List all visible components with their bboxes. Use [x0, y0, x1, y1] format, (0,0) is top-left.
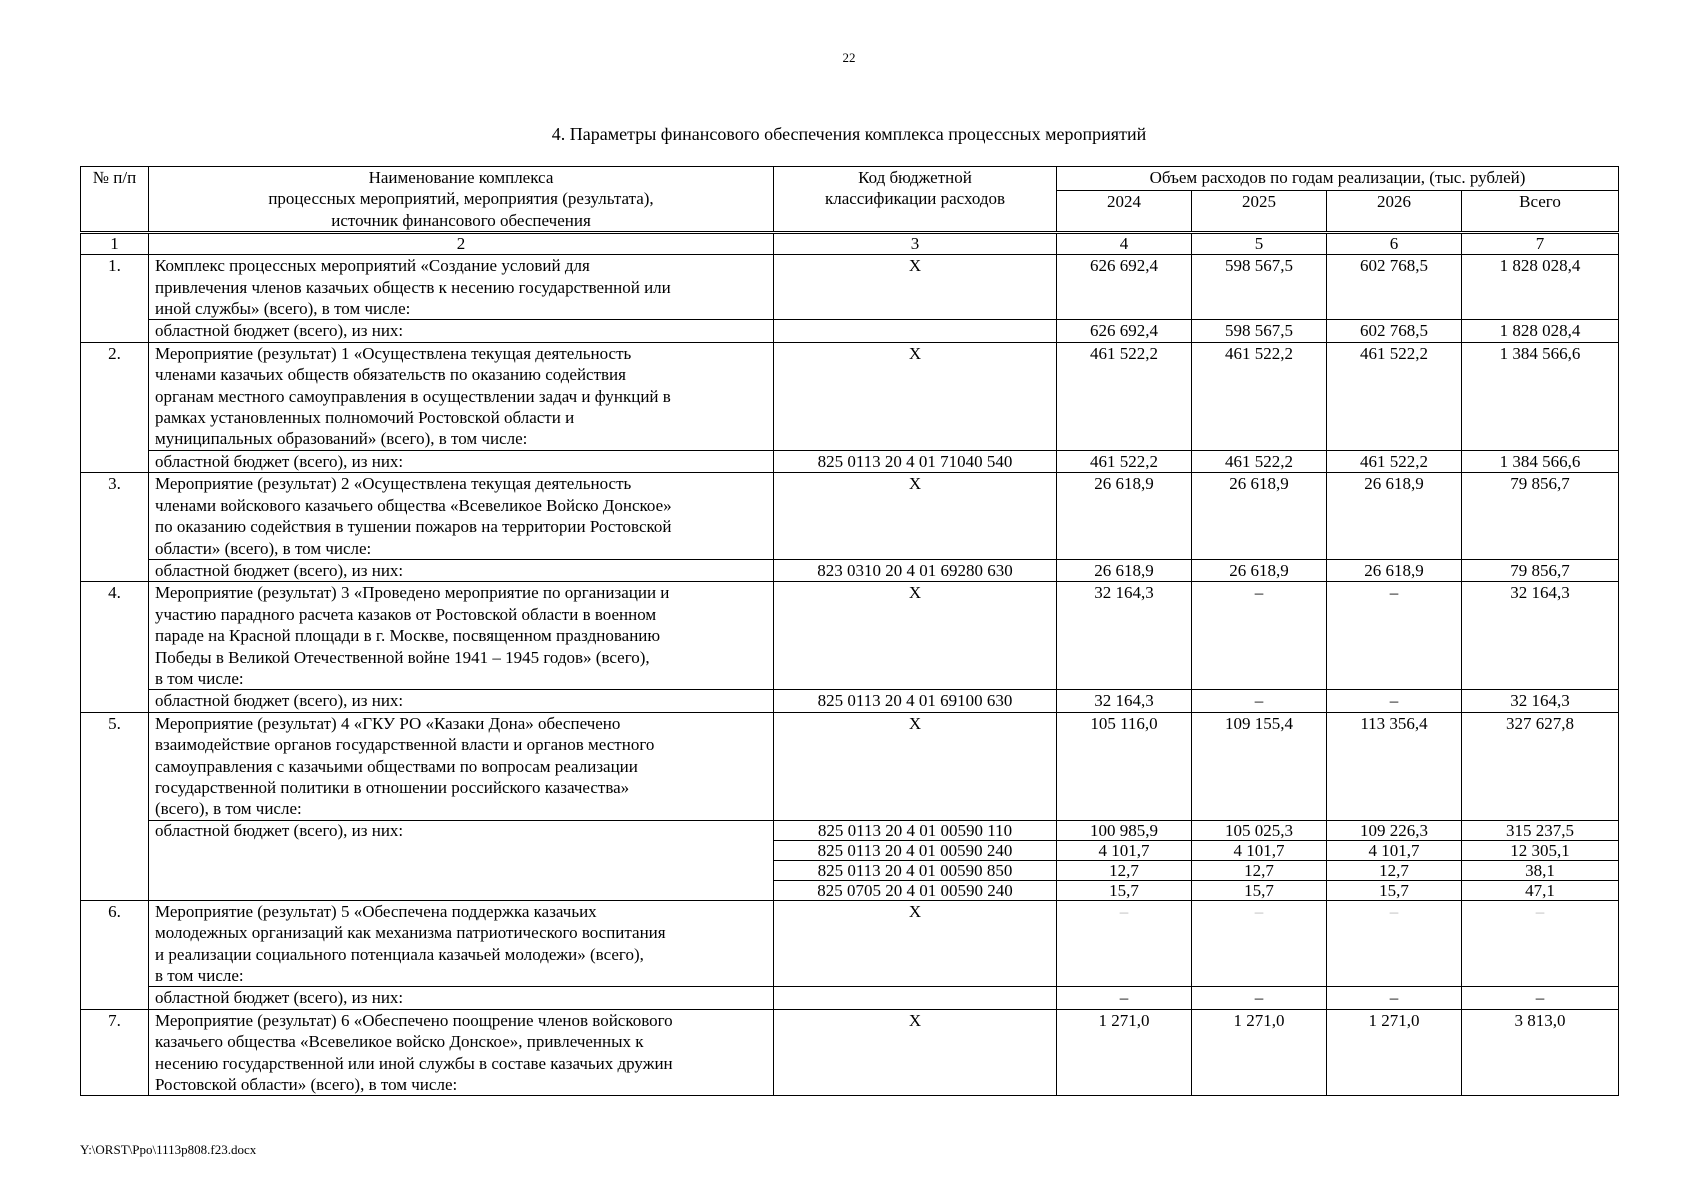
subrow-value: – — [1192, 690, 1327, 712]
subrow-value: 100 985,9 — [1057, 820, 1192, 840]
subrow-value: 461 522,2 — [1327, 450, 1462, 472]
subrow-code: 825 0113 20 4 01 00590 110 — [774, 820, 1057, 840]
row-code: Х — [774, 1009, 1057, 1096]
subrow-value: 4 101,7 — [1057, 840, 1192, 860]
row-value: 26 618,9 — [1192, 473, 1327, 560]
row-code: Х — [774, 342, 1057, 450]
row-code: Х — [774, 473, 1057, 560]
row-name-line: несению государственной или иной службы в составе казачьих дружин — [155, 1053, 673, 1073]
subrow-value: 602 768,5 — [1327, 320, 1462, 342]
row-name-line: в том числе: — [155, 966, 244, 985]
col-index: 7 — [1462, 233, 1619, 255]
row-value: 79 856,7 — [1462, 473, 1619, 560]
row-value: – — [1192, 900, 1327, 987]
row-value: 461 522,2 — [1057, 342, 1192, 450]
row-name-line: привлечения членов казачьих обществ к несению государственной или — [155, 277, 671, 297]
header-row-1 — [81, 167, 1619, 191]
row-value: 105 116,0 — [1057, 712, 1192, 820]
table-row — [81, 473, 1619, 560]
row-name-line: взаимодействие органов государственной власти и органов местного — [155, 735, 655, 755]
row-name-line: членами войскового казачьего общества «Всевеликое Войско Донское» — [155, 495, 672, 515]
subrow-value: 4 101,7 — [1327, 840, 1462, 860]
document-title: 4. Параметры финансового обеспечения комплекса процессных мероприятий — [551, 124, 1147, 144]
subrow-code: 825 0113 20 4 01 69100 630 — [774, 690, 1057, 712]
subrow-name: областной бюджет (всего), из них: — [149, 820, 774, 900]
row-name-line: Ростовской области» (всего), в том числе: — [155, 1075, 458, 1095]
subrow-name: областной бюджет (всего), из них: — [149, 450, 774, 472]
row-value: 1 271,0 — [1192, 1009, 1327, 1096]
subrow-code: 825 0113 20 4 01 00590 850 — [774, 860, 1057, 880]
subrow-value: – — [1057, 987, 1192, 1009]
row-name — [149, 712, 774, 820]
table-row — [81, 582, 1619, 690]
financing-table — [80, 166, 1619, 1096]
header-expenses: Объем расходов по годам реализации, (тыс. рублей) — [1057, 167, 1619, 191]
row-name-line: (всего), в том числе: — [155, 799, 302, 819]
row-value: 1 271,0 — [1327, 1009, 1462, 1096]
row-value: 113 356,4 — [1327, 712, 1462, 820]
table-subrow — [81, 690, 1619, 712]
row-number: 2. — [81, 342, 149, 472]
footer-file-path: Y:\ORST\Ppo\1113p808.f23.docx — [80, 1142, 257, 1157]
header-code-line: Код бюджетной — [858, 168, 972, 187]
col-index: 2 — [149, 233, 774, 255]
page-number: 22 — [842, 50, 856, 65]
subrow-value: 32 164,3 — [1462, 690, 1619, 712]
row-code: Х — [774, 900, 1057, 987]
row-name — [149, 1009, 774, 1096]
row-name-line: Мероприятие (результат) 6 «Обеспечено поощрение членов войскового — [155, 1010, 673, 1030]
row-name-line: иной службы» (всего), в том числе: — [155, 299, 411, 319]
row-value: – — [1327, 582, 1462, 690]
table-row — [81, 712, 1619, 820]
subrow-value: 461 522,2 — [1192, 450, 1327, 472]
col-index: 3 — [774, 233, 1057, 255]
row-name-line: Мероприятие (результат) 4 «ГКУ РО «Казаки Дона» обеспечено — [155, 713, 621, 733]
row-name-line: Мероприятие (результат) 1 «Осуществлена текущая деятельность — [155, 343, 632, 363]
subrow-value: 32 164,3 — [1057, 690, 1192, 712]
row-value: 32 164,3 — [1462, 582, 1619, 690]
header-total: Всего — [1462, 191, 1619, 233]
subrow-value: – — [1192, 987, 1327, 1009]
subrow-value: 315 237,5 — [1462, 820, 1619, 840]
row-name-line: Мероприятие (результат) 2 «Осуществлена текущая деятельность — [155, 474, 632, 494]
row-value: – — [1057, 900, 1192, 987]
row-name-line: государственной политики в отношении российского казачества» — [155, 777, 630, 797]
row-name-line: органам местного самоуправления в осуществлении задач и функций в — [155, 386, 671, 406]
row-name-line: молодежных организаций как механизма патриотического воспитания — [155, 923, 666, 943]
row-name-line: параде на Красной площади в г. Москве, посвященном празднованию — [155, 626, 661, 646]
row-name-line: самоуправления с казачьими обществами по вопросам реализации — [155, 756, 638, 776]
row-name-line: казачьего общества «Всевеликое войско Донское», привлеченных к — [155, 1032, 644, 1052]
subrow-value: 109 226,3 — [1327, 820, 1462, 840]
row-number: 4. — [81, 582, 149, 712]
header-year-2025: 2025 — [1192, 191, 1327, 233]
row-name-line: в том числе: — [155, 668, 244, 688]
row-value: 26 618,9 — [1327, 473, 1462, 560]
subrow-value: – — [1462, 987, 1619, 1009]
row-name-line: Мероприятие (результат) 5 «Обеспечена поддержка казачьих — [155, 901, 597, 921]
subrow-value: 12,7 — [1327, 860, 1462, 880]
row-name-line: Победы в Великой Отечественной войне 1941 – 1945 годов» (всего), — [155, 647, 650, 667]
col-index: 4 — [1057, 233, 1192, 255]
subrow-value: 15,7 — [1192, 880, 1327, 900]
subrow-value: 12,7 — [1057, 860, 1192, 880]
row-value: – — [1462, 900, 1619, 987]
row-name-line: муниципальных образований» (всего), в том числе: — [155, 429, 528, 449]
header-name-line: процессных мероприятий, мероприятия (результата), — [268, 189, 654, 209]
row-value: – — [1192, 582, 1327, 690]
table-row — [81, 342, 1619, 450]
header-name — [149, 167, 774, 233]
subrow-code — [774, 320, 1057, 342]
subrow-value: 26 618,9 — [1192, 559, 1327, 581]
row-number: 3. — [81, 473, 149, 582]
row-value: 32 164,3 — [1057, 582, 1192, 690]
table-subrow — [81, 450, 1619, 472]
subrow-value: 38,1 — [1462, 860, 1619, 880]
row-value: 1 271,0 — [1057, 1009, 1192, 1096]
subrow-value: 15,7 — [1327, 880, 1462, 900]
subrow-value: 26 618,9 — [1327, 559, 1462, 581]
subrow-name: областной бюджет (всего), из них: — [149, 987, 774, 1009]
row-name — [149, 473, 774, 560]
row-name-line: рамках установленных полномочий Ростовской области и — [155, 408, 575, 428]
row-number: 5. — [81, 712, 149, 900]
row-value: – — [1327, 900, 1462, 987]
row-value: 1 384 566,6 — [1462, 342, 1619, 450]
row-number: 6. — [81, 900, 149, 1009]
subrow-value: 79 856,7 — [1462, 559, 1619, 581]
table-subrow — [81, 320, 1619, 342]
row-value: 602 768,5 — [1327, 255, 1462, 320]
header-year-2026: 2026 — [1327, 191, 1462, 233]
row-value: 26 618,9 — [1057, 473, 1192, 560]
subrow-value: – — [1327, 987, 1462, 1009]
subrow-value: 26 618,9 — [1057, 559, 1192, 581]
row-value: 3 813,0 — [1462, 1009, 1619, 1096]
subrow-code: 825 0113 20 4 01 00590 240 — [774, 840, 1057, 860]
subrow-name: областной бюджет (всего), из них: — [149, 320, 774, 342]
table-subrow — [81, 987, 1619, 1009]
row-value: 109 155,4 — [1192, 712, 1327, 820]
subrow-value: 1 384 566,6 — [1462, 450, 1619, 472]
row-name-line: по оказанию содействия в тушении пожаров на территории Ростовской — [155, 517, 672, 537]
table-row — [81, 255, 1619, 320]
header-code — [774, 167, 1057, 233]
row-code: Х — [774, 582, 1057, 690]
subrow-value: – — [1327, 690, 1462, 712]
row-name-line: членами казачьих обществ обязательств по оказанию содействия — [155, 365, 626, 385]
subrow-code: 825 0705 20 4 01 00590 240 — [774, 880, 1057, 900]
subrow-code: 825 0113 20 4 01 71040 540 — [774, 450, 1057, 472]
subrow-value: 1 828 028,4 — [1462, 320, 1619, 342]
subrow-value: 4 101,7 — [1192, 840, 1327, 860]
row-code: Х — [774, 712, 1057, 820]
row-value: 461 522,2 — [1192, 342, 1327, 450]
subrow-code — [774, 987, 1057, 1009]
table-row — [81, 1009, 1619, 1096]
row-number: 1. — [81, 255, 149, 343]
col-index: 5 — [1192, 233, 1327, 255]
row-number: 7. — [81, 1009, 149, 1096]
row-name — [149, 582, 774, 690]
table-subrow — [81, 820, 1619, 840]
row-name — [149, 900, 774, 987]
subrow-value: 626 692,4 — [1057, 320, 1192, 342]
row-code: Х — [774, 255, 1057, 320]
row-name-line: и реализации социального потенциала казачьей молодежи» (всего), — [155, 944, 644, 964]
subrow-value: 15,7 — [1057, 880, 1192, 900]
col-index: 6 — [1327, 233, 1462, 255]
header-name-line: Наименование комплекса — [368, 168, 554, 187]
col-index: 1 — [81, 233, 149, 255]
row-name-line: Мероприятие (результат) 3 «Проведено мероприятие по организации и — [155, 583, 670, 603]
subrow-value: 461 522,2 — [1057, 450, 1192, 472]
row-name — [149, 255, 774, 320]
subrow-value: 12,7 — [1192, 860, 1327, 880]
table-subrow — [81, 559, 1619, 581]
column-index-row — [81, 233, 1619, 255]
subrow-name: областной бюджет (всего), из них: — [149, 690, 774, 712]
row-name-line: участию парадного расчета казаков от Ростовской области в военном — [155, 604, 657, 624]
row-name — [149, 342, 774, 450]
subrow-value: 105 025,3 — [1192, 820, 1327, 840]
subrow-name: областной бюджет (всего), из них: — [149, 559, 774, 581]
row-name-line: области» (всего), в том числе: — [155, 538, 372, 558]
subrow-value: 12 305,1 — [1462, 840, 1619, 860]
row-value: 626 692,4 — [1057, 255, 1192, 320]
header-code-line: классификации расходов — [824, 189, 1006, 209]
table-row — [81, 900, 1619, 987]
header-name-line: источник финансового обеспечения — [331, 210, 591, 230]
subrow-value: 598 567,5 — [1192, 320, 1327, 342]
row-value: 1 828 028,4 — [1462, 255, 1619, 320]
row-name-line: Комплекс процессных мероприятий «Создание условий для — [155, 256, 590, 276]
row-value: 598 567,5 — [1192, 255, 1327, 320]
row-value: 327 627,8 — [1462, 712, 1619, 820]
subrow-code: 823 0310 20 4 01 69280 630 — [774, 559, 1057, 581]
subrow-value: 47,1 — [1462, 880, 1619, 900]
header-year-2024: 2024 — [1057, 191, 1192, 233]
header-num: № п/п — [81, 167, 149, 233]
row-value: 461 522,2 — [1327, 342, 1462, 450]
